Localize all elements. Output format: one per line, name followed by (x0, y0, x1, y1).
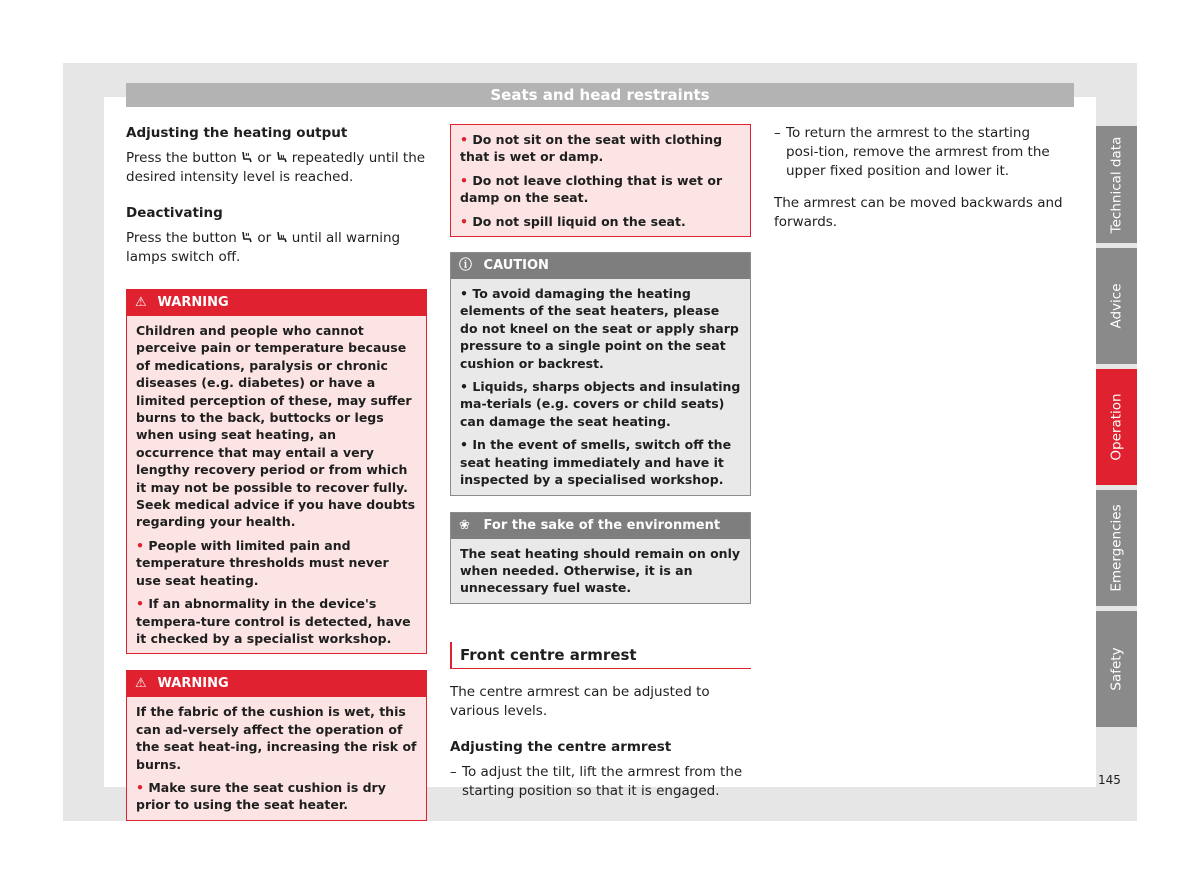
section-header: Seats and head restraints (126, 83, 1074, 107)
warning-text: If the fabric of the cushion is wet, this can ad-versely affect the operation of the seat heat-ing, increasing the risk of burns. (136, 704, 417, 772)
column-middle (450, 124, 751, 801)
heading-adjust-heating: Adjusting the heating output (126, 125, 348, 141)
tab-technical-data[interactable]: Technical data (1096, 126, 1137, 243)
warning-bullet: • Do not sit on the seat with clothing that is wet or damp. (460, 132, 723, 165)
section-title-armrest: Front centre armrest (450, 642, 751, 669)
warning-box-2 (126, 670, 427, 820)
column-left (126, 124, 427, 821)
warning-bullet: • If an abnormality in the device's tempera-ture control is detected, have it checked by a specialist workshop. (136, 596, 411, 646)
environment-text: The seat heating should remain on only when needed. Otherwise, it is an unnecessary fuel waste. (460, 545, 741, 596)
tab-emergencies[interactable]: Emergencies (1096, 490, 1137, 606)
caution-bullet: • To avoid damaging the heating elements of the seat heaters, please do not kneel on the seat or apply sharp pressure to a single point on the seat cushion or backrest. (460, 286, 739, 371)
tab-operation[interactable]: Operation (1096, 369, 1137, 485)
armrest-step-2: – To return the armrest to the starting posi-tion, remove the armrest from the upper fixed position and lower it. (774, 125, 1050, 179)
flower-icon: ❀ (459, 517, 470, 533)
warning-triangle-icon: ⚠ (135, 676, 147, 692)
backrest-heater-icon (276, 231, 288, 244)
heading-adjust-armrest: Adjusting the centre armrest (450, 738, 672, 755)
warning-header: ⚠ WARNING (127, 290, 426, 316)
seat-heater-icon (241, 231, 253, 244)
armrest-step-1: – To adjust the tilt, lift the armrest from the starting position so that it is engaged. (450, 763, 743, 799)
environment-header: ❀ For the sake of the environment (451, 513, 750, 539)
seat-heater-icon (241, 151, 253, 164)
caution-bullet: • In the event of smells, switch off the seat heating immediately and have it inspected by a specialised workshop. (460, 437, 732, 488)
backrest-heater-icon (276, 151, 288, 164)
adjust-heating-text: Press the button or repeatedly until the desired intensity level is reached. (126, 150, 426, 185)
tab-advice[interactable]: Advice (1096, 248, 1137, 364)
caution-box (450, 252, 751, 495)
warning-text: Children and people who cannot perceive pain or temperature because of medications, paralysis or chronic diseases (e.g. diabetes) or have a limited perception of these, may suffer burns to the back, buttocks or legs when using seat heating, an occurrence that may entail a very lengthy recovery period or from which it may not be possible to recover fully. Seek medical advice if you have doubts regarding your health. (136, 323, 416, 530)
caution-bullet: • Liquids, sharps objects and insulating ma-terials (e.g. covers or child seats) can damage the seat heating. (460, 379, 741, 429)
page-number: 145 (1098, 773, 1121, 787)
environment-box (450, 512, 751, 604)
warning-header: ⚠ WARNING (127, 671, 426, 697)
warning-box-continued (450, 124, 751, 237)
column-right (774, 124, 1064, 232)
armrest-intro: The centre armrest can be adjusted to various levels. (450, 683, 710, 719)
armrest-move-text: The armrest can be moved backwards and forwards. (774, 195, 1063, 230)
warning-triangle-icon: ⚠ (135, 295, 147, 310)
warning-bullet: • People with limited pain and temperature thresholds must never use seat heating. (136, 537, 389, 588)
tab-safety[interactable]: Safety (1096, 611, 1137, 727)
caution-header: ⓘ CAUTION (451, 253, 750, 279)
warning-bullet: • Do not leave clothing that is wet or damp on the seat. (460, 172, 723, 206)
deactivating-text: Press the button or until all warning lamps switch off. (126, 230, 401, 265)
warning-box-1 (126, 289, 427, 654)
heading-deactivating: Deactivating (126, 205, 223, 221)
caution-circle-icon: ⓘ (459, 258, 473, 274)
warning-bullet: • Make sure the seat cushion is dry prior to using the seat heater. (136, 779, 386, 813)
warning-bullet: • Do not spill liquid on the seat. (460, 213, 686, 229)
